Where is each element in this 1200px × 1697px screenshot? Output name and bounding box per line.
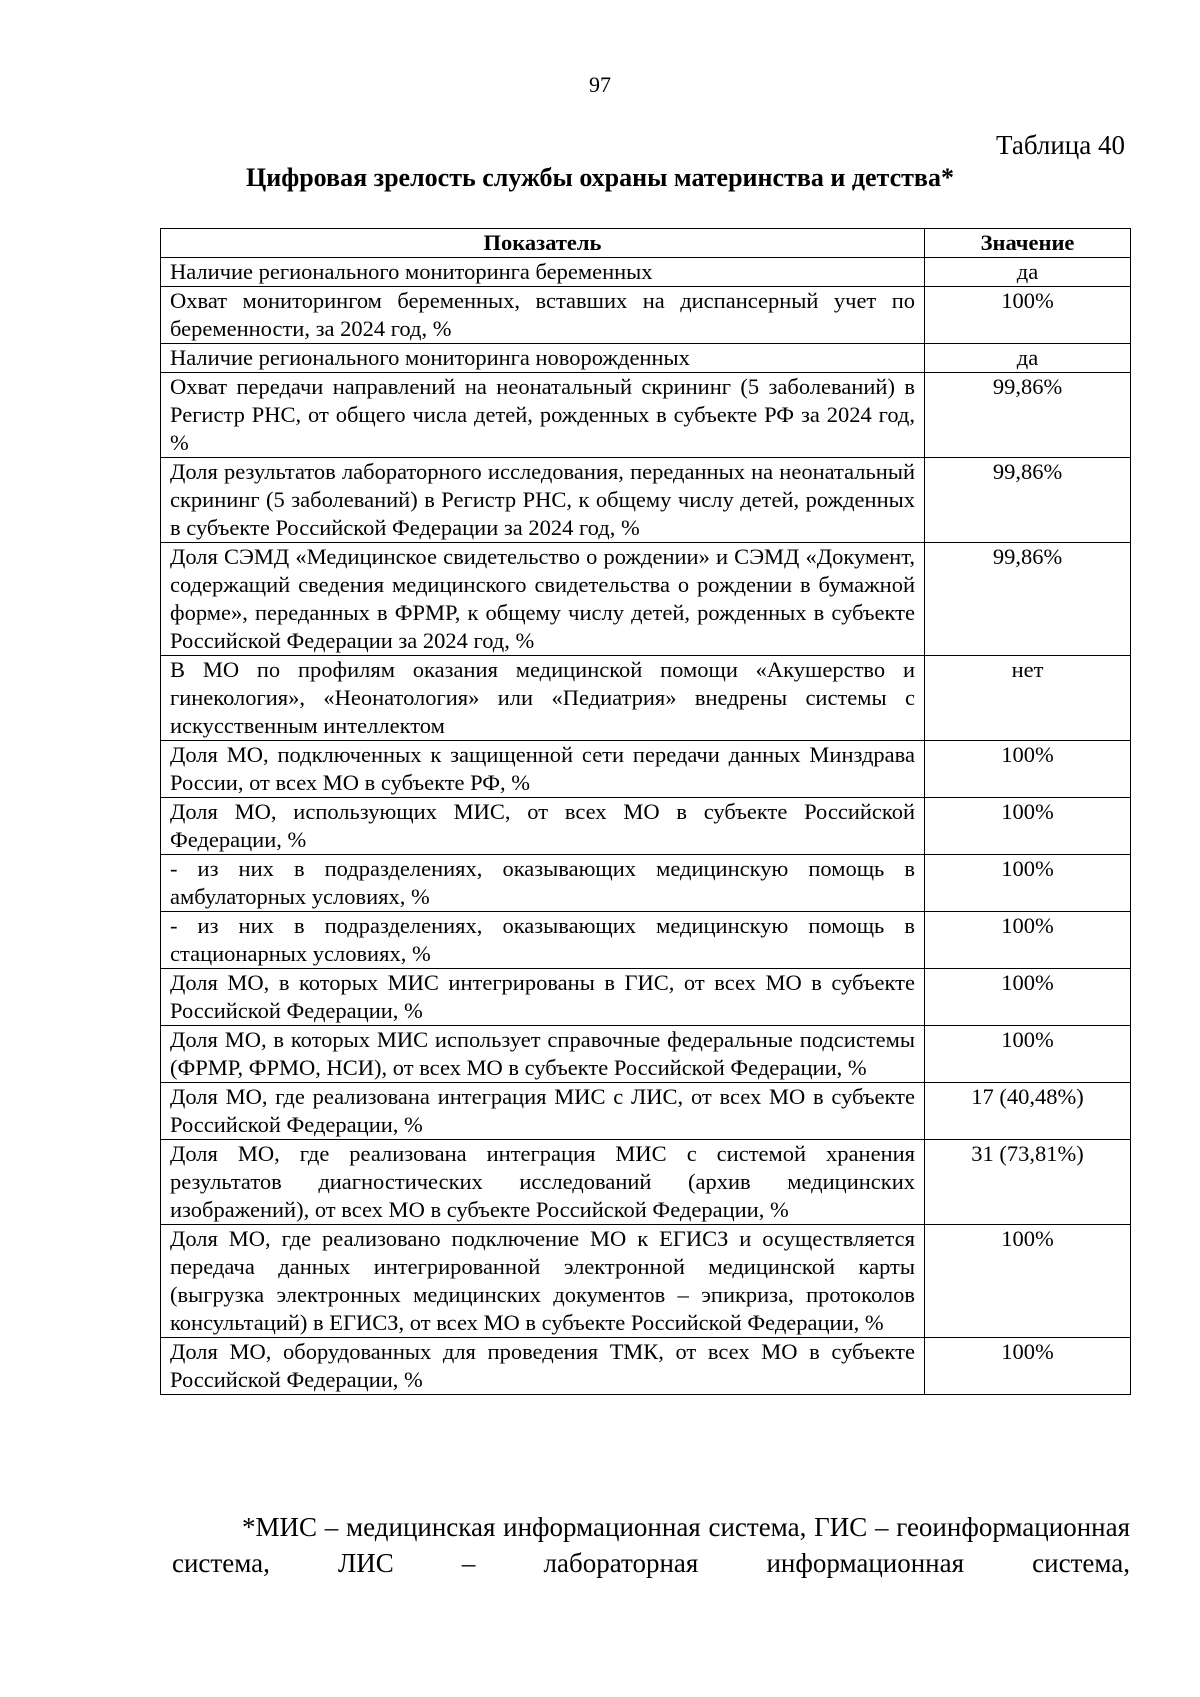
indicator-cell: Охват мониторингом беременных, вставших на диспансерный учет по беременности, за 2024 год, % xyxy=(161,287,925,344)
table-row xyxy=(161,912,1131,969)
table-row xyxy=(161,1026,1131,1083)
value-cell: 99,86% xyxy=(925,458,1131,543)
value-cell: 100% xyxy=(925,1225,1131,1338)
value-cell: нет xyxy=(925,656,1131,741)
indicator-cell: Доля результатов лабораторного исследования, переданных на неонатальный скрининг (5 заболеваний) в Регистр РНС, к общему числу детей, рожденных в субъекте Российской Федерации за 2024 год, % xyxy=(161,458,925,543)
footnote: *МИС – медицинская информационная система, ГИС – геоинформационная система, ЛИС – лабораторная информационная система, xyxy=(172,1512,1130,1578)
table-row xyxy=(161,741,1131,798)
page-number: 97 xyxy=(589,72,611,97)
table-row xyxy=(161,1140,1131,1225)
column-header-value: Значение xyxy=(925,229,1131,258)
table-row xyxy=(161,855,1131,912)
value-cell: 99,86% xyxy=(925,373,1131,458)
indicator-cell: Доля СЭМД «Медицинское свидетельство о рождении» и СЭМД «Документ, содержащий сведения медицинского свидетельства о рождении в бумажной форме», переданных в ФРМР, к общему числу детей, рожденных в субъекте Российской Федерации за 2024 год, % xyxy=(161,543,925,656)
table-row xyxy=(161,656,1131,741)
column-header-indicator: Показатель xyxy=(161,229,925,258)
table-row xyxy=(161,287,1131,344)
indicator-cell: Доля МО, где реализована интеграция МИС с системой хранения результатов диагностических исследований (архив медицинских изображений), от всех МО в субъекте Российской Федерации, % xyxy=(161,1140,925,1225)
table-row xyxy=(161,1225,1131,1338)
table-row xyxy=(161,543,1131,656)
table-label: Таблица 40 xyxy=(996,130,1125,160)
table-row xyxy=(161,344,1131,373)
indicator-cell: Доля МО, где реализовано подключение МО к ЕГИСЗ и осуществляется передача данных интегрированной электронной медицинской карты (выгрузка электронных медицинских документов – эпикриза, протоколов консультаций) в ЕГИСЗ, от всех МО в субъекте Российской Федерации, % xyxy=(161,1225,925,1338)
indicator-cell: Доля МО, подключенных к защищенной сети передачи данных Минздрава России, от всех МО в субъекте РФ, % xyxy=(161,741,925,798)
value-cell: 99,86% xyxy=(925,543,1131,656)
value-cell: да xyxy=(925,344,1131,373)
table-row xyxy=(161,258,1131,287)
table-row xyxy=(161,1338,1131,1395)
table-row xyxy=(161,1083,1131,1140)
indicator-cell: В МО по профилям оказания медицинской помощи «Акушерство и гинекология», «Неонатология» или «Педиатрия» внедрены системы с искусственным интеллектом xyxy=(161,656,925,741)
indicator-cell: Наличие регионального мониторинга новорожденных xyxy=(161,344,925,373)
value-cell: 100% xyxy=(925,855,1131,912)
table-row xyxy=(161,373,1131,458)
value-cell: 100% xyxy=(925,969,1131,1026)
indicator-cell: Доля МО, использующих МИС, от всех МО в субъекте Российской Федерации, % xyxy=(161,798,925,855)
value-cell: 17 (40,48%) xyxy=(925,1083,1131,1140)
indicator-cell: Охват передачи направлений на неонатальный скрининг (5 заболеваний) в Регистр РНС, от общего числа детей, рожденных в субъекте РФ за 2024 год, % xyxy=(161,373,925,458)
value-cell: 100% xyxy=(925,287,1131,344)
table-row xyxy=(161,458,1131,543)
value-cell: да xyxy=(925,258,1131,287)
indicator-cell: Доля МО, в которых МИС использует справочные федеральные подсистемы (ФРМР, ФРМО, НСИ), от всех МО в субъекте Российской Федерации, % xyxy=(161,1026,925,1083)
value-cell: 100% xyxy=(925,1338,1131,1395)
indicator-cell: Доля МО, где реализована интеграция МИС с ЛИС, от всех МО в субъекте Российской Федерации, % xyxy=(161,1083,925,1140)
value-cell: 31 (73,81%) xyxy=(925,1140,1131,1225)
table-header-row xyxy=(161,229,1131,258)
indicator-cell: Доля МО, оборудованных для проведения ТМК, от всех МО в субъекте Российской Федерации, % xyxy=(161,1338,925,1395)
table-row xyxy=(161,969,1131,1026)
value-cell: 100% xyxy=(925,912,1131,969)
value-cell: 100% xyxy=(925,798,1131,855)
table-title: Цифровая зрелость службы охраны материнства и детства* xyxy=(246,163,954,192)
value-cell: 100% xyxy=(925,741,1131,798)
indicator-cell: Доля МО, в которых МИС интегрированы в ГИС, от всех МО в субъекте Российской Федерации, % xyxy=(161,969,925,1026)
indicator-cell: - из них в подразделениях, оказывающих медицинскую помощь в стационарных условиях, % xyxy=(161,912,925,969)
indicator-cell: Наличие регионального мониторинга беременных xyxy=(161,258,925,287)
indicator-cell: - из них в подразделениях, оказывающих медицинскую помощь в амбулаторных условиях, % xyxy=(161,855,925,912)
digital-maturity-table xyxy=(160,228,1131,1395)
table-row xyxy=(161,798,1131,855)
value-cell: 100% xyxy=(925,1026,1131,1083)
